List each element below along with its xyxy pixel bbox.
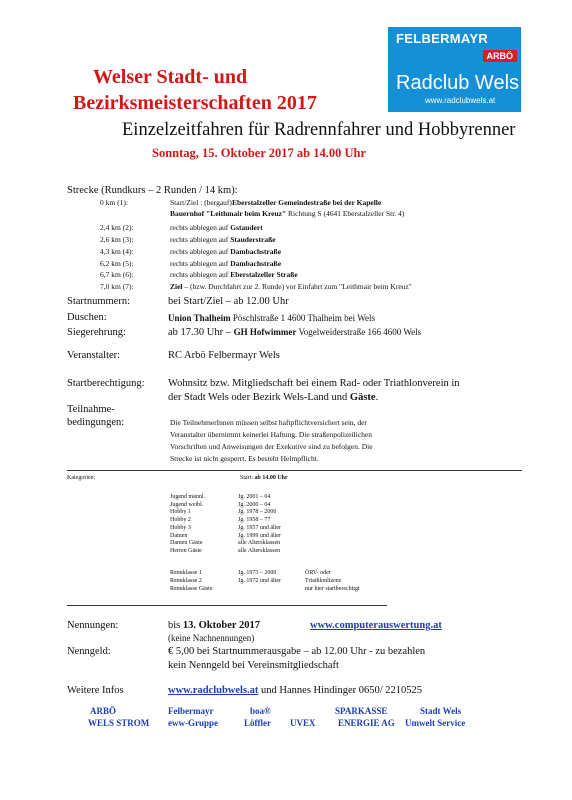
organizer-label: Veranstalter: xyxy=(67,350,121,361)
route-step-street: Dambachstraße xyxy=(230,259,282,268)
route-step-street: Eberstalzeller Gemeindestraße bei der Kapelle xyxy=(231,198,382,207)
logo-brand: FELBERMAYR xyxy=(396,31,489,46)
registration-note: (keine Nachnennungen) xyxy=(168,633,255,643)
category-name: Hobby 2 xyxy=(170,517,191,524)
ceremony-value: ab 17.30 Uhr – GH Hofwimmer Vogelweiderstraße 166 4600 Wels xyxy=(168,327,422,338)
radclub-logo xyxy=(388,27,521,112)
sponsor-name: Felbermayr xyxy=(168,706,214,716)
logo-badge: ARBÖ xyxy=(483,50,518,62)
participation-line: Strecke ist nicht gesperrt. Es besteht Helmpflicht. xyxy=(170,454,319,463)
route-step-pre: Start/Ziel : (bergauf) xyxy=(170,198,232,207)
route-step xyxy=(170,270,298,279)
route-step-street: Dambachstraße xyxy=(230,247,282,256)
event-date: Sonntag, 15. Oktober 2017 ab 14.00 Uhr xyxy=(152,146,367,160)
route-step-post: – (bzw. Durchfahrt zur 2. Runde) vor Einfahrt zum "Leithmair beim Kreuz" xyxy=(182,282,412,291)
route-step-pre: rechts abbiegen auf xyxy=(170,235,231,244)
fee-line-1: € 5,00 bei Startnummerausgabe – ab 12.00 Uhr - zu bezahlen xyxy=(168,646,426,657)
route-step-pre: rechts abbiegen auf xyxy=(170,259,231,268)
participation-label-2: bedingungen: xyxy=(67,417,125,428)
divider-bottom xyxy=(67,605,387,606)
category-name: Rennklasse 2 xyxy=(170,578,202,584)
category-name: Hobby 3 xyxy=(170,524,191,531)
category-years: alle Altersklassen xyxy=(238,540,281,547)
fee-label: Nenngeld: xyxy=(67,646,111,657)
sponsor-name: Stadt Wels xyxy=(420,706,462,716)
sponsor-name: UVEX xyxy=(290,718,316,728)
title-line-1: Welser Stadt- und xyxy=(93,66,248,88)
route-km: 2,6 km (3): xyxy=(100,235,134,244)
registration-deadline: bis 13. Oktober 2017 xyxy=(168,620,260,631)
route-step-street: Stauderstraße xyxy=(230,235,276,244)
route-step xyxy=(170,259,281,268)
route-km: 6,2 km (5): xyxy=(100,259,134,268)
category-name: Jugend männl. xyxy=(170,494,205,500)
registration-link[interactable]: www.computerauswertung.at xyxy=(310,620,442,631)
category-years: Jg. 1973 – 2000 xyxy=(238,570,277,576)
category-name: Damen xyxy=(170,532,188,539)
more-info-label: Weitere Infos xyxy=(67,685,124,696)
category-years: Jg. 2000 – 04 xyxy=(238,501,271,508)
logo-club: Radclub Wels xyxy=(396,72,520,94)
route-step-street: Bauernhof "Leithmair beim Kreuz" xyxy=(170,209,287,218)
route-km: 6,7 km (6): xyxy=(100,270,134,279)
route-step xyxy=(170,282,412,291)
participation-line: Vorschriften und Anweisungen der Exekutive sind zu befolgen. Die xyxy=(170,442,373,451)
more-info-value: www.radclubwels.at und Hannes Hindinger 0650/ 2210525 xyxy=(168,685,423,696)
route-step xyxy=(170,209,404,218)
sponsor-name: Löffler xyxy=(244,718,271,728)
route-heading: Strecke (Rundkurs – 2 Runden / 14 km): xyxy=(67,185,238,196)
category-years: Jg. 1978 – 2000 xyxy=(238,509,277,516)
category-name: Hobby 1 xyxy=(170,509,191,516)
route-step-street: Eberstalzeller Straße xyxy=(230,270,298,279)
categories-start: Start: ab 14.00 Uhr xyxy=(240,475,288,481)
sponsor-name: SPARKASSE xyxy=(335,706,388,716)
category-note: Triathlonlizenz xyxy=(305,578,342,584)
startnumbers-label: Startnummern: xyxy=(67,296,130,307)
category-years: alle Altersklassen xyxy=(238,547,281,554)
category-years: Jg. 1972 und älter xyxy=(238,578,281,584)
route-step xyxy=(170,247,281,256)
sponsor-name: ENERGIE AG xyxy=(338,718,395,728)
route-step-street: Gstaudert xyxy=(230,223,263,232)
participation-label-1: Teilnahme- xyxy=(67,404,115,415)
category-name: Rennklasse 1 xyxy=(170,570,202,576)
showers-label: Duschen: xyxy=(67,312,107,323)
registration-label: Nennungen: xyxy=(67,620,119,631)
logo-url: www.radclubwels.at xyxy=(425,96,496,105)
route-km: 0 km (1): xyxy=(100,198,128,207)
ceremony-label: Siegerehrung: xyxy=(67,327,126,338)
sponsor-name: boa® xyxy=(250,706,271,716)
route-km: 7,0 km (7): xyxy=(100,282,134,291)
category-note: nur hier startberechtigt xyxy=(305,586,360,592)
route-km: 4,3 km (4): xyxy=(100,247,134,256)
route-step-post: Richtung S (4641 Eberstalzeller Str. 4) xyxy=(286,209,405,218)
route-step-street: Ziel xyxy=(170,282,183,291)
eligibility-label: Startberechtigung: xyxy=(67,378,145,389)
sponsor-name: ARBÖ xyxy=(90,706,117,716)
category-years: Jg. 1999 und älter xyxy=(238,532,281,539)
categories-heading: Kategorien: xyxy=(67,475,96,481)
divider-top xyxy=(67,470,522,471)
sponsor-name: WELS STROM xyxy=(88,718,150,728)
title-line-2: Bezirksmeisterschaften 2017 xyxy=(73,92,317,114)
category-name: Herren Gäste xyxy=(170,547,202,554)
route-step xyxy=(170,223,263,232)
route-step xyxy=(170,235,276,244)
route-step-pre: rechts abbiegen auf xyxy=(170,247,231,256)
eligibility-line-2: der Stadt Wels oder Bezirk Wels-Land und Gäste. xyxy=(168,392,379,403)
category-name: Damen Gäste xyxy=(170,540,203,547)
sponsor-name: Umwelt Service xyxy=(405,718,466,728)
category-name: Jugend weibl. xyxy=(170,501,204,508)
category-note: ÖRV- oder xyxy=(305,570,331,576)
subtitle: Einzelzeitfahren für Radrennfahrer und Hobbyrenner xyxy=(122,120,516,140)
sponsor-name: eww-Gruppe xyxy=(168,718,218,728)
startnumbers-value: bei Start/Ziel – ab 12.00 Uhr xyxy=(168,296,289,307)
organizer-value: RC Arbö Felbermayr Wels xyxy=(168,350,280,361)
participation-line: Die TeilnehmerInnen müssen selbst haftpflichtversichert sein, der xyxy=(170,418,367,427)
showers-value: Union Thalheim Pöschlstraße 1 4600 Thalheim bei Wels xyxy=(168,313,376,323)
category-years: Jg. 1957 und älter xyxy=(238,524,281,531)
participation-line: Veranstalter übernimmt keinerlei Haftung. Die straßenpolizeilichen xyxy=(170,430,373,439)
category-years: Jg. 2001 – 04 xyxy=(238,494,271,500)
category-years: Jg. 1958 – 77 xyxy=(238,517,271,524)
eligibility-line-1: Wohnsitz bzw. Mitgliedschaft bei einem Rad- oder Triathlonverein in xyxy=(168,378,460,389)
route-step-pre: rechts abbiegen auf xyxy=(170,270,231,279)
route-step xyxy=(170,198,381,207)
route-step-pre: rechts abbiegen auf xyxy=(170,223,231,232)
category-name: Rennklasse Gäste xyxy=(170,586,213,592)
club-website-link[interactable]: www.radclubwels.at xyxy=(168,685,259,696)
fee-line-2: kein Nenngeld bei Vereinsmitgliedschaft xyxy=(168,660,339,671)
route-km: 2,4 km (2): xyxy=(100,223,134,232)
